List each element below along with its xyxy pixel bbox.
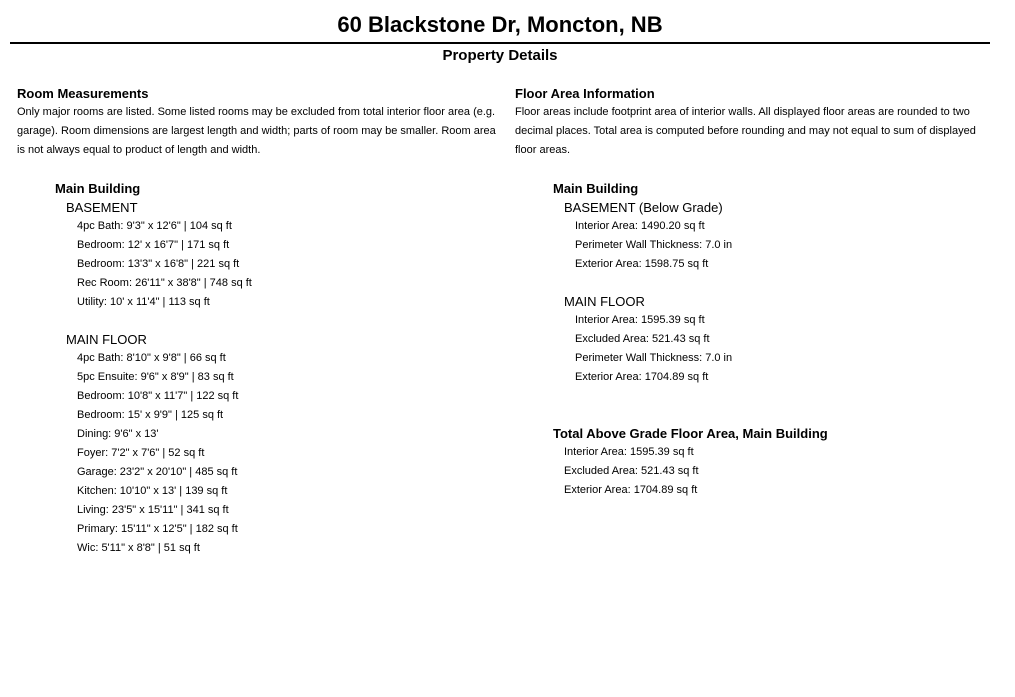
list-item: Rec Room: 26'11" x 38'8" | 748 sq ft — [77, 277, 252, 289]
list-item: Garage: 23'2" x 20'10" | 485 sq ft — [77, 466, 238, 478]
page-title: 60 Blackstone Dr, Moncton, NB — [337, 12, 663, 37]
list-item: Utility: 10' x 11'4" | 113 sq ft — [77, 296, 210, 308]
floor-title: BASEMENT (Below Grade) — [564, 200, 723, 215]
list-item: Perimeter Wall Thickness: 7.0 in — [575, 352, 733, 364]
list-item: Kitchen: 10'10" x 13' | 139 sq ft — [77, 485, 228, 497]
list-item: 5pc Ensuite: 9'6" x 8'9" | 83 sq ft — [77, 371, 234, 383]
total-list — [564, 443, 1000, 500]
room-measurements-heading: Room Measurements — [17, 86, 149, 101]
area-list — [575, 311, 1000, 387]
list-item: Living: 23'5" x 15'11" | 341 sq ft — [77, 504, 229, 516]
area-list — [575, 217, 1000, 274]
floor-area-note: Floor areas include footprint area of interior walls. All displayed floor areas are rounded to two decimal places. Total area is computed before rounding and may not equal to sum of displayed floor areas. — [515, 106, 976, 156]
floor-area-section — [515, 85, 1000, 500]
list-item: Wic: 5'11" x 8'8" | 51 sq ft — [77, 542, 200, 554]
list-item: Bedroom: 13'3" x 16'8" | 221 sq ft — [77, 258, 240, 270]
room-list — [77, 217, 497, 312]
list-item: Perimeter Wall Thickness: 7.0 in — [575, 239, 733, 251]
total-above-grade — [553, 424, 1000, 500]
list-item: Dining: 9'6" x 13' — [77, 428, 159, 440]
list-item: Interior Area: 1490.20 sq ft — [575, 220, 705, 232]
list-item: Interior Area: 1595.39 sq ft — [575, 314, 705, 326]
floor-title: MAIN FLOOR — [66, 332, 147, 347]
list-item: Interior Area: 1595.39 sq ft — [564, 446, 694, 458]
list-item: Excluded Area: 521.43 sq ft — [564, 465, 699, 477]
list-item: Bedroom: 10'8" x 11'7" | 122 sq ft — [77, 390, 239, 402]
floor-main-floor — [66, 330, 497, 558]
list-item: Excluded Area: 521.43 sq ft — [575, 333, 710, 345]
floor-basement — [66, 198, 497, 312]
floor-title: BASEMENT — [66, 200, 138, 215]
room-measurements-section — [17, 85, 497, 558]
floor-area-main-floor — [564, 292, 1000, 387]
floor-area-building — [553, 179, 1000, 387]
list-item: Primary: 15'11" x 12'5" | 182 sq ft — [77, 523, 238, 535]
list-item: 4pc Bath: 8'10" x 9'8" | 66 sq ft — [77, 352, 226, 364]
floor-area-heading: Floor Area Information — [515, 86, 655, 101]
room-list — [77, 349, 497, 558]
floor-title: MAIN FLOOR — [564, 294, 645, 309]
list-item: Bedroom: 15' x 9'9" | 125 sq ft — [77, 409, 224, 421]
total-title: Total Above Grade Floor Area, Main Building — [553, 426, 828, 441]
list-item: Foyer: 7'2" x 7'6" | 52 sq ft — [77, 447, 205, 459]
list-item: Bedroom: 12' x 16'7" | 171 sq ft — [77, 239, 230, 251]
room-measurements-building — [55, 179, 497, 558]
building-title: Main Building — [55, 181, 141, 196]
building-title: Main Building — [553, 181, 639, 196]
list-item: Exterior Area: 1598.75 sq ft — [575, 258, 709, 270]
list-item: 4pc Bath: 9'3" x 12'6" | 104 sq ft — [77, 220, 232, 232]
room-measurements-note: Only major rooms are listed. Some listed rooms may be excluded from total interior floor area (e.g. garage). Room dimensions are largest length and width; parts of room may be smaller. Room area is not always equal to product of length and width. — [17, 106, 496, 156]
title-divider — [10, 42, 990, 44]
floor-area-basement — [564, 198, 1000, 274]
list-item: Exterior Area: 1704.89 sq ft — [575, 371, 709, 383]
list-item: Exterior Area: 1704.89 sq ft — [564, 484, 698, 496]
page-subtitle: Property Details — [442, 47, 558, 64]
